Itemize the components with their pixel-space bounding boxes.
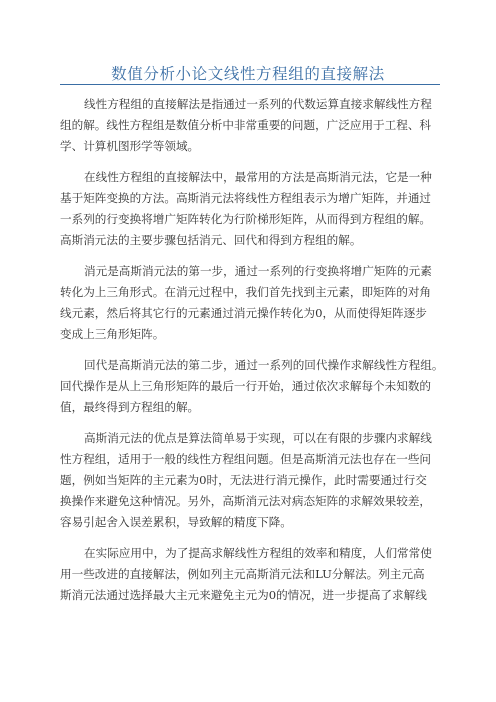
text-line: 在实际应用中，为了提高求解线性方程组的效率和精度，人们常常使	[84, 546, 432, 560]
text-line: 性方程组，适用于一般的线性方程组问题。但是高斯消元法也存在一些问	[60, 452, 432, 466]
text-line: 题，例如当矩阵的主元素为0时，无法进行消元操作，此时需要通过行交	[60, 473, 427, 487]
text-line: 斯消元法通过选择最大主元来避免主元为0的情况，进一步提高了求解线	[60, 588, 427, 602]
text-line: 在线性方程组的直接解法中，最常用的方法是高斯消元法，它是一种	[84, 170, 432, 184]
text-line: 回代操作是从上三角形矩阵的最后一行开始，通过依次求解每个未知数的	[60, 379, 432, 393]
text-line: 线元素，然后将其它行的元素通过消元操作转化为0，从而使得矩阵逐步	[60, 306, 427, 320]
paragraph-2	[60, 167, 446, 251]
text-line: 学、计算机图形学等领域。	[60, 139, 200, 153]
paragraph-3	[60, 261, 446, 345]
text-line: 一系列的行变换将增广矩阵转化为行阶梯形矩阵，从而得到方程组的解。	[60, 212, 432, 226]
paragraph-5	[60, 428, 446, 533]
text-line: 回代是高斯消元法的第二步，通过一系列的回代操作求解线性方程组。	[84, 358, 444, 372]
text-line: 转化为上三角形式。在消元过程中，我们首先找到主元素，即矩阵的对角	[60, 285, 432, 299]
text-line: 高斯消元法的优点是算法简单易于实现，可以在有限的步骤内求解线	[84, 431, 432, 445]
text-line: 线性方程组的直接解法是指通过一系列的代数运算直接求解线性方程	[84, 97, 432, 111]
paragraph-4	[60, 355, 446, 418]
text-line: 消元是高斯消元法的第一步，通过一系列的行变换将增广矩阵的元素	[84, 264, 432, 278]
text-line: 用一些改进的直接解法，例如列主元高斯消元法和LU分解法。列主元高	[60, 567, 425, 581]
title-underline	[60, 84, 440, 85]
text-line: 容易引起舍入误差累积，导致解的精度下降。	[60, 515, 292, 529]
text-line: 基于矩阵变换的方法。高斯消元法将线性方程组表示为增广矩阵，并通过	[60, 191, 432, 205]
document-title: 数值分析小论文线性方程组的直接解法	[111, 65, 385, 83]
paragraph-6	[60, 543, 446, 606]
text-line: 组的解。线性方程组是数值分析中非常重要的问题，广泛应用于工程、科	[60, 118, 432, 132]
document-body	[60, 94, 446, 616]
text-line: 换操作来避免这种情况。另外，高斯消元法对病态矩阵的求解效果较差，	[60, 494, 432, 508]
paragraph-1	[60, 94, 446, 157]
text-line: 变成上三角形矩阵。	[60, 327, 165, 341]
text-line: 值，最终得到方程组的解。	[60, 400, 200, 414]
text-line: 高斯消元法的主要步骤包括消元、回代和得到方程组的解。	[60, 233, 362, 247]
